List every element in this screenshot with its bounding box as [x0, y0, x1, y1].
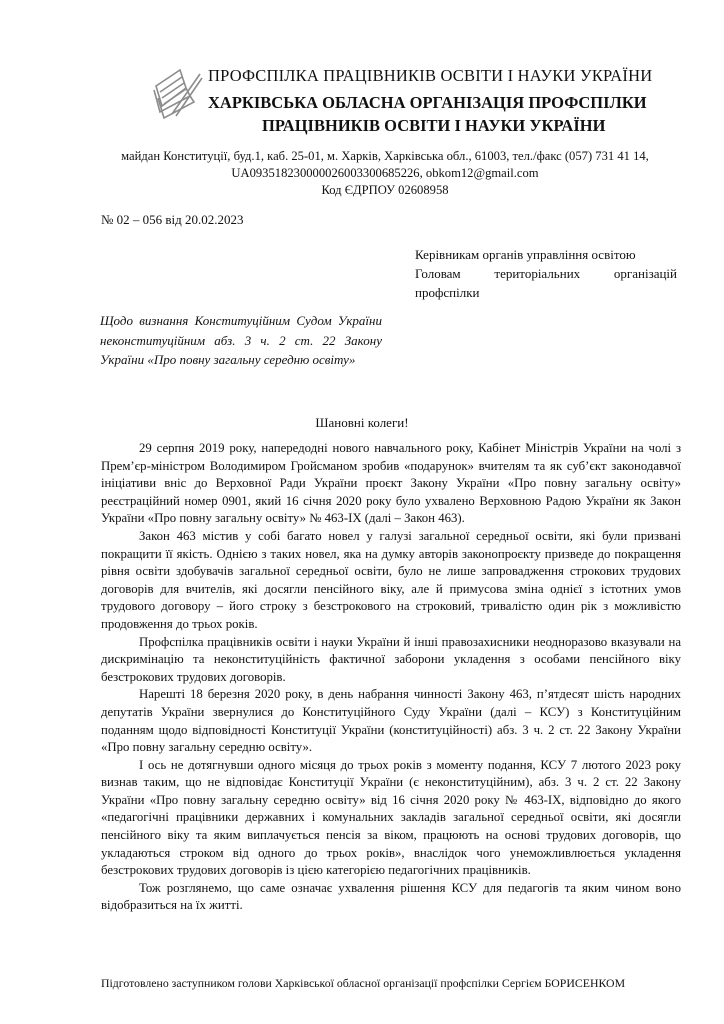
body-paragraph: Профспілка працівників освіти і науки України й інші правозахисники неодноразово вказували на дискримінацію та неконституційність фактичної заборони укладення з особами пенсійного віку безстрокових трудових договорів.: [101, 634, 681, 684]
footer-prepared-by: Підготовлено заступником голови Харківської обласної організації профспілки Сергієм БОРИСЕНКОМ: [101, 976, 626, 990]
body-paragraph: 29 серпня 2019 року, напередодні нового навчального року, Кабінет Міністрів України на чолі з Прем’єр-міністром Володимиром Гройсманом зробив «подарунок» вчителям та як суб’єкт законодавчої ініціативи вніс до Верховної Ради України проєкт Закону України «Про повну загальну освіту» реєстраційний номер 0901, який 16 січня 2020 року було ухвалено Верховною Радою України як Закон України «Про повну загальну освіту» № 463-ІХ (далі – Закон 463).: [101, 441, 681, 526]
addressee-block: [415, 245, 677, 302]
body-paragraph: Тож розглянемо, що саме означає ухвалення рішення КСУ для педагогів та яким чином воно відобразиться на їх житті.: [101, 880, 681, 913]
letter-reference: № 02 – 056 від 20.02.2023: [101, 212, 244, 227]
contact-block: [60, 148, 710, 199]
regional-org-line1: ХАРКІВСЬКА ОБЛАСНА ОРГАНІЗАЦІЯ ПРОФСПІЛКИ: [208, 93, 647, 112]
body-paragraph: Закон 463 містив у собі багато новел у галузі загальної середньої освіти, які були призвані покращити її якість. Однією з таких новел, яка на думку авторів законопроєкту призведе до покращення рівня освіти здобувачів загальної середньої освіти, було не лише запровадження строкових трудових договорів для вчителів, які досягли пенсійного віку, але й примусова зміна однієї з істотних умов трудового договору – його строку з безстрокового на строковий, тривалістю один рік з можливістю продовження до трьох років.: [101, 528, 681, 631]
regional-org-line2: ПРАЦІВНИКІВ ОСВІТИ І НАУКИ УКРАЇНИ: [262, 116, 606, 135]
letter-subject: Щодо визнання Конституційним Судом України неконституційним абз. 3 ч. 2 ст. 22 Закону України «Про повну загальну середню освіту»: [100, 313, 382, 367]
addressee-line1: Керівникам органів управління освітою: [415, 247, 636, 262]
salutation: Шановні колеги!: [315, 415, 409, 430]
letter-body: [101, 440, 681, 915]
addressee-line2: Головам територіальних організацій профспілки: [415, 266, 677, 300]
book-quill-logo-icon: [150, 66, 204, 126]
body-paragraph: Нарешті 18 березня 2020 року, в день набрання чинності Закону 463, п’ятдесят шість народних депутатів України звернулися до Конституційного Суду України (далі – КСУ) з Конституційним поданням щодо відповідності Конституції України (конституційності) абз. 3 ч. 2 ст. 22 Закону України «Про повну загальну середню освіту».: [101, 687, 681, 755]
address-line: майдан Конституції, буд.1, каб. 25-01, м. Харків, Харківська обл., 61003, тел./факс (057) 731 41 14,: [121, 149, 649, 163]
edrpou-line: Код ЄДРПОУ 02608958: [321, 183, 449, 197]
body-paragraph: І ось не дотягнувши одного місяця до трьох років з моменту подання, КСУ 7 лютого 2023 року визнав таким, що не відповідає Конституції України (є неконституційним), абз. 3 ч. 2 ст. 22 Закону України «Про повну загальну середню освіту» від 16 січня 2020 року № 463-ІХ, відповідно до якого «педагогічні працівники державних і комунальних закладів загальної середньої освіти, які досягли пенсійного віку та яким виплачується пенсія за віком, працюють на основі трудових договорів, що укладаються строком від одного до трьох років», внаслідок чого унеможливлюється укладення безстрокових трудових договорів із цією категорією педагогічних працівників.: [101, 757, 681, 878]
account-email-line: UA093518230000026003300685226, obkom12@gmail.com: [231, 166, 539, 180]
union-name-line: ПРОФСПІЛКА ПРАЦІВНИКІВ ОСВІТИ І НАУКИ УКРАЇНИ: [208, 66, 653, 85]
